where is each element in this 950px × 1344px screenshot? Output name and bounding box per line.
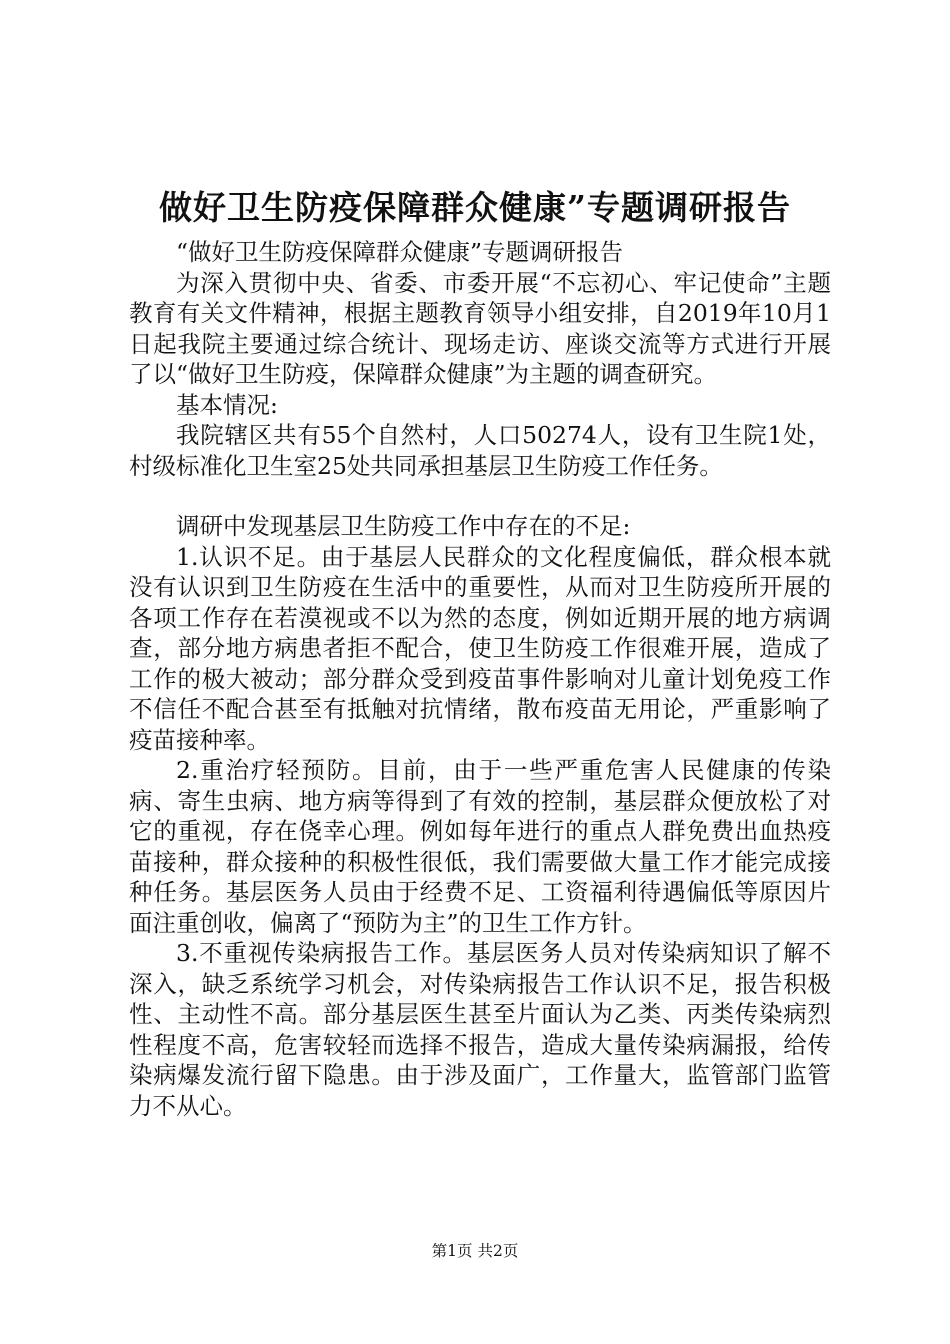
section-heading-problems: 调研中发现基层卫生防疫工作中存在的不足:	[176, 512, 631, 540]
intro-paragraph: 为深入贯彻中央、省委、市委开展“不忘初心、牢记使命”主题教育有关文件精神，根据主题教育领导小组安排，自2019年10月1日起我院主要通过综合统计、现场走访、座谈交流等方式进行开展了以“做好卫生防疫，保障群众健康”为主题的调查研究。	[129, 268, 831, 388]
basic-info-paragraph: 我院辖区共有55个自然村，人口50274人，设有卫生院1处，村级标准化卫生室25处共同承担基层卫生防疫工作任务。	[129, 421, 831, 480]
problem-paragraph-1: 1.认识不足。由于基层人民群众的文化程度偏低，群众根本就没有认识到卫生防疫在生活中的重要性，从而对卫生防疫所开展的各项工作存在若漠视或不以为然的态度，例如近期开展的地方病调查，部分地方病患者拒不配合，使卫生防疫工作很难开展，造成了工作的极大被动；部分群众受到疫苗事件影响对儿童计划免疫工作不信任不配合甚至有抵触对抗情绪，散布疫苗无用论，严重影响了疫苗接种率。	[129, 542, 831, 754]
page-number-footer: 第1页 共2页	[431, 1242, 519, 1260]
document-body	[129, 237, 831, 1121]
problem-paragraph-3: 3.不重视传染病报告工作。基层医务人员对传染病知识了解不深入，缺乏系统学习机会，对传染病报告工作认识不足，报告积极性、主动性不高。部分基层医生甚至片面认为乙类、丙类传染病烈性程度不高，危害较轻而选择不报告，造成大量传染病漏报，给传染病爆发流行留下隐患。由于涉及面广，工作量大，监管部门监管力不从心。	[129, 939, 831, 1120]
section-heading-basic: 基本情况:	[176, 390, 278, 419]
subtitle-paragraph: “做好卫生防疫保障群众健康”专题调研报告	[176, 238, 624, 266]
problem-paragraph-2: 2.重治疗轻预防。目前，由于一些严重危害人民健康的传染病、寄生虫病、地方病等得到了有效的控制，基层群众便放松了对它的重视，存在侥幸心理。例如每年进行的重点人群免费出血热疫苗接种，群众接种的积极性很低，我们需要做大量工作才能完成接种任务。基层医务人员由于经费不足、工资福利待遇偏低等原因片面注重创收，偏离了“预防为主”的卫生工作方针。	[129, 756, 831, 937]
document-title: 做好卫生防疫保障群众健康”专题调研报告	[159, 188, 791, 227]
